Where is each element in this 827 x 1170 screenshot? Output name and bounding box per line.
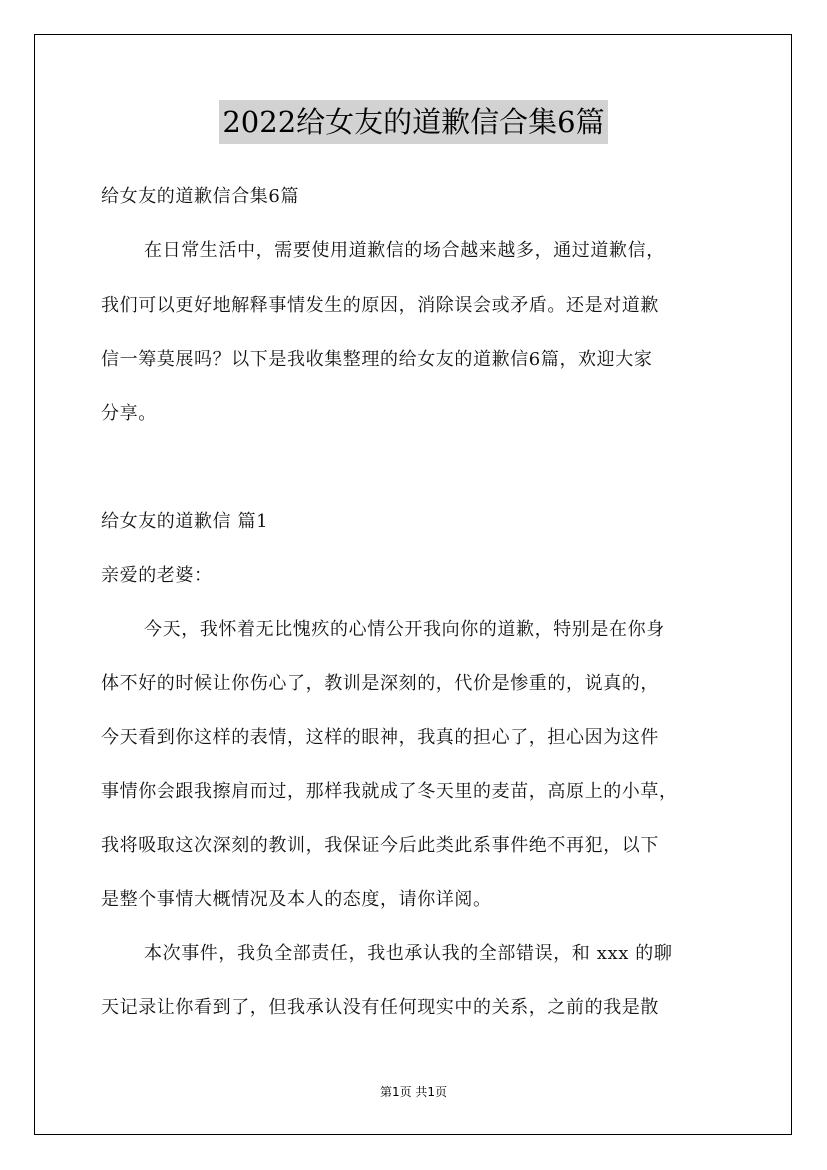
intro-line: 信一筹莫展吗？以下是我收集整理的给女友的道歉信6篇，欢迎大家 — [101, 349, 653, 370]
document-title-wrap — [0, 100, 827, 144]
document-title: 2022给女友的道歉信合集6篇 — [219, 100, 607, 144]
paragraph1-line: 今天，我怀着无比愧疚的心情公开我向你的道歉，特别是在你身 — [144, 619, 665, 640]
paragraph2-line: 天记录让你看到了，但我承认没有任何现实中的关系，之前的我是散 — [101, 997, 659, 1018]
subtitle: 给女友的道歉信合集6篇 — [101, 186, 300, 207]
paragraph1-line: 今天看到你这样的表情，这样的眼神，我真的担心了，担心因为这件 — [101, 727, 659, 748]
paragraph1-line: 我将吸取这次深刻的教训，我保证今后此类此系事件绝不再犯，以下 — [101, 835, 659, 856]
paragraph1-line: 体不好的时候让你伤心了，教训是深刻的，代价是惨重的，说真的， — [101, 673, 659, 694]
section-heading: 给女友的道歉信 篇1 — [101, 511, 269, 532]
paragraph2-line: 本次事件，我负全部责任，我也承认我的全部错误，和 xxx 的聊 — [144, 943, 673, 964]
intro-line: 我们可以更好地解释事情发生的原因，消除误会或矛盾。还是对道歉 — [101, 295, 659, 316]
intro-line: 在日常生活中，需要使用道歉信的场合越来越多，通过道歉信， — [144, 240, 665, 261]
paragraph1-line: 是整个事情大概情况及本人的态度，请你详阅。 — [101, 889, 492, 910]
paragraph1-line: 事情你会跟我擦肩而过，那样我就成了冬天里的麦苗，高原上的小草， — [101, 781, 678, 802]
salutation: 亲爱的老婆： — [101, 565, 213, 586]
intro-line: 分享。 — [101, 403, 157, 424]
page-footer: 第1页 共1页 — [379, 1085, 448, 1099]
